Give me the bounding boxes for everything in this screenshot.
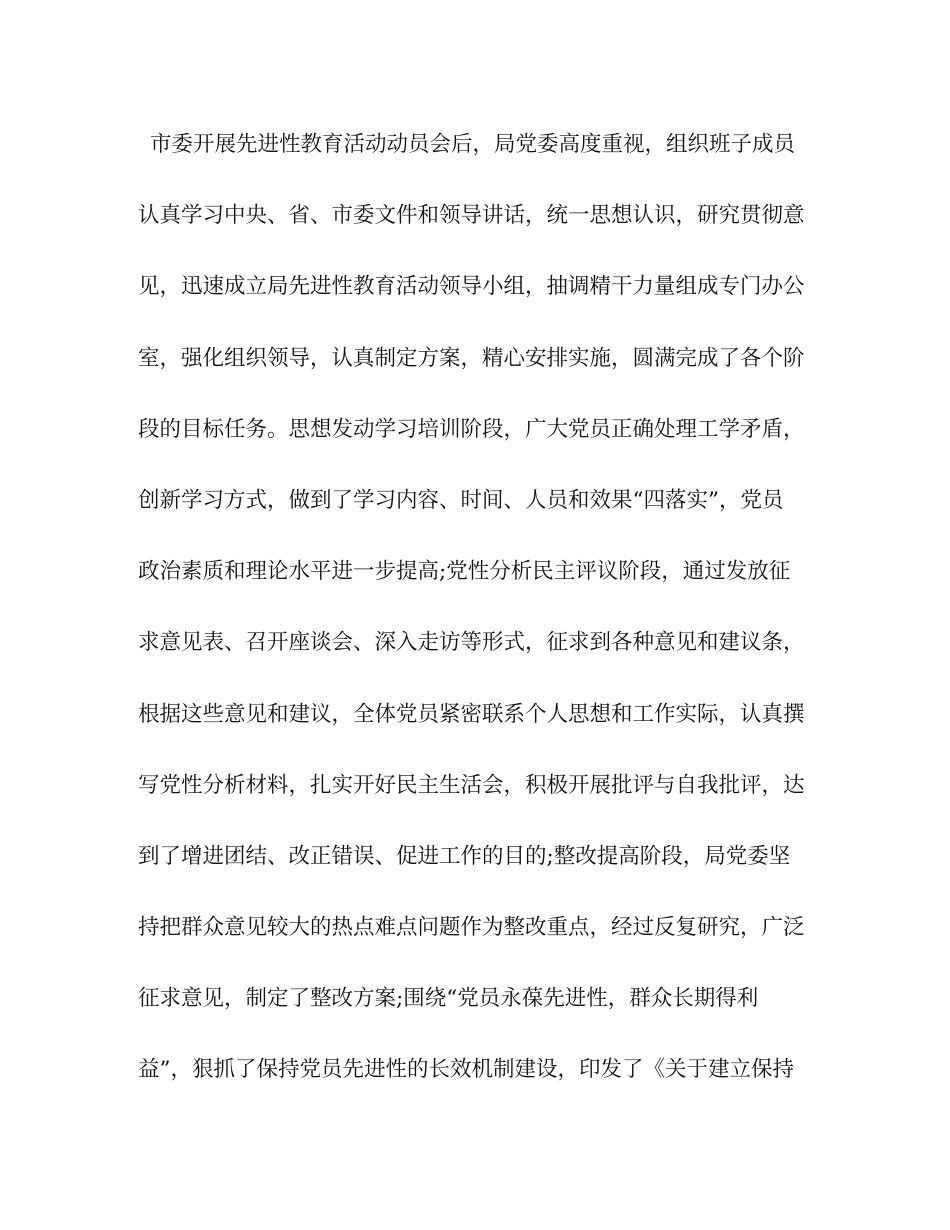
- text-line-10: 写党性分析材料，扎实开好民主生活会，积极开展批评与自我批评，达: [138, 772, 805, 798]
- text-line-11: 到了增进团结、改正错误、促进工作的目的;整改提高阶段，局党委坚: [138, 843, 791, 869]
- text-line-12: 持把群众意见较大的热点难点问题作为整改重点，经过反复研究，广泛: [138, 915, 805, 941]
- text-line-6: 创新学习方式，做到了学习内容、时间、人员和效果“四落实”，党员: [138, 487, 784, 513]
- text-line-14: 益”，狠抓了保持党员先进性的长效机制建设，印发了《关于建立保持: [138, 1057, 794, 1083]
- text-line-7: 政治素质和理论水平进一步提高;党性分析民主评议阶段，通过发放征: [138, 559, 791, 585]
- text-line-1: 市委开展先进性教育活动动员会后，局党委高度重视，组织班子成员: [150, 132, 796, 157]
- text-line-3: 见，迅速成立局先进性教育活动领导小组，抽调精干力量组成专门办公: [138, 274, 805, 300]
- text-line-5: 段的目标任务。思想发动学习培训阶段，广大党员正确处理工学矛盾，: [138, 416, 805, 442]
- text-line-13: 征求意见，制定了整改方案;围绕“党员永葆先进性，群众长期得利: [138, 986, 759, 1012]
- text-line-8: 求意见表、召开座谈会、深入走访等形式，征求到各种意见和建议条，: [138, 630, 805, 656]
- text-line-9: 根据这些意见和建议，全体党员紧密联系个人思想和工作实际，认真撰: [138, 701, 805, 727]
- body-paragraph: [138, 127, 818, 1124]
- text-line-4: 室，强化组织领导，认真制定方案，精心安排实施，圆满完成了各个阶: [138, 345, 805, 371]
- text-line-2: 认真学习中央、省、市委文件和领导讲话，统一思想认识，研究贯彻意: [138, 203, 805, 229]
